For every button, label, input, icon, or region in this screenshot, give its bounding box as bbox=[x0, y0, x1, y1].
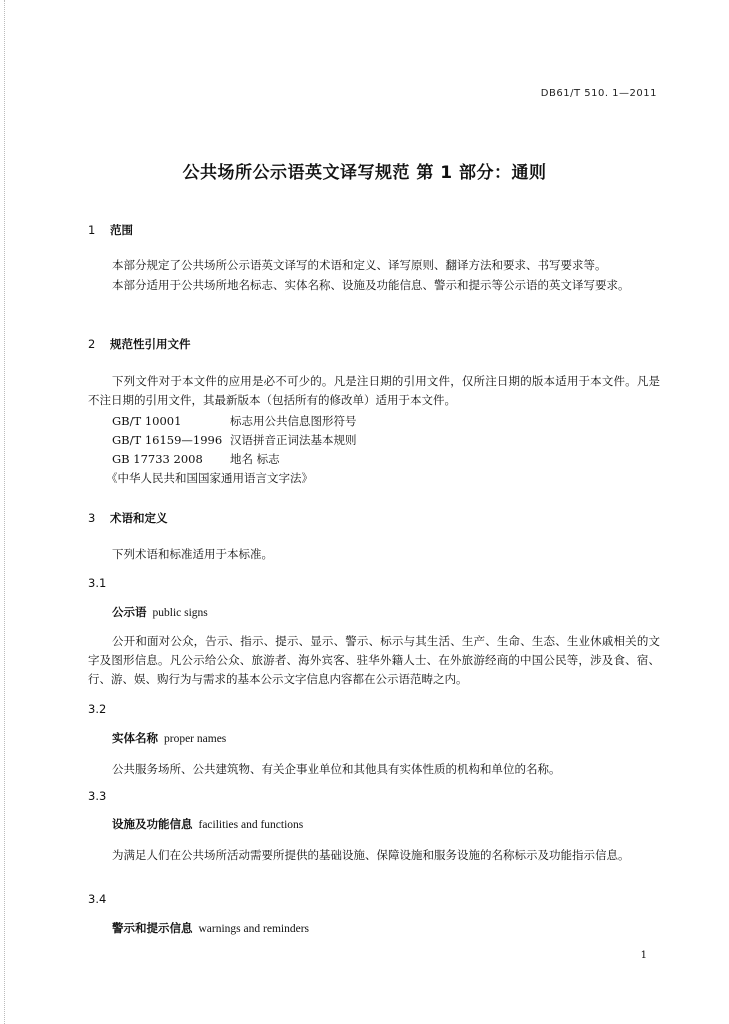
term-chinese: 实体名称 bbox=[112, 731, 158, 745]
section-number: 3 bbox=[88, 511, 96, 525]
section-number: 2 bbox=[88, 337, 96, 351]
term-entry bbox=[112, 604, 208, 620]
term-english: facilities and functions bbox=[198, 819, 304, 831]
reference-title: 地名 标志 bbox=[230, 452, 280, 466]
term-english: warnings and reminders bbox=[198, 923, 309, 935]
section-title: 术语和定义 bbox=[110, 511, 168, 525]
scan-edge bbox=[4, 0, 6, 1024]
section-number: 1 bbox=[88, 223, 96, 237]
reference-code: GB/T 16159—1996 bbox=[112, 433, 223, 447]
document-title: 公共场所公示语英文译写规范 第 1 部分：通则 bbox=[182, 163, 547, 183]
section-heading-scope bbox=[88, 222, 133, 238]
section-title: 范围 bbox=[110, 223, 133, 237]
clause-number: 3.2 bbox=[88, 702, 107, 716]
standard-code: DB61/T 510. 1—2011 bbox=[540, 88, 657, 99]
clause-number: 3.4 bbox=[88, 892, 107, 906]
term-chinese: 设施及功能信息 bbox=[112, 817, 193, 831]
section-title: 规范性引用文件 bbox=[110, 337, 191, 351]
terms-intro: 下列术语和标准适用于本标准。 bbox=[112, 547, 273, 561]
reference-law: 《中华人民共和国国家通用语言文字法》 bbox=[106, 471, 313, 485]
scope-paragraph-1: 本部分规定了公共场所公示语英文译写的术语和定义、译写原则、翻译方法和要求、书写要求等。 bbox=[112, 258, 607, 272]
reference-item bbox=[112, 412, 357, 431]
normative-references-paragraph: 下列文件对于本文件的应用是必不可少的。凡是注日期的引用文件，仅所注日期的版本适用于本文件。凡是不注日期的引用文件，其最新版本（包括所有的修改单）适用于本文件。 bbox=[88, 374, 660, 407]
section-heading-normative-references bbox=[88, 336, 191, 352]
reference-item bbox=[112, 431, 357, 450]
term-entry bbox=[112, 816, 303, 832]
term-definition: 为满足人们在公共场所活动需要所提供的基础设施、保障设施和服务设施的名称标示及功能指示信息。 bbox=[112, 848, 630, 862]
term-chinese: 公示语 bbox=[112, 605, 147, 619]
reference-code: GB 17733 2008 bbox=[112, 452, 203, 466]
reference-title: 汉语拼音正词法基本规则 bbox=[230, 433, 357, 447]
term-entry bbox=[112, 920, 309, 936]
term-definition: 公共服务场所、公共建筑物、有关企事业单位和其他具有实体性质的机构和单位的名称。 bbox=[112, 762, 561, 776]
clause-number: 3.1 bbox=[88, 576, 107, 590]
scope-paragraph-2: 本部分适用于公共场所地名标志、实体名称、设施及功能信息、警示和提示等公示语的英文译写要求。 bbox=[112, 278, 630, 292]
term-chinese: 警示和提示信息 bbox=[112, 921, 193, 935]
term-english: public signs bbox=[152, 607, 208, 619]
term-english: proper names bbox=[164, 733, 227, 745]
reference-item bbox=[112, 450, 280, 469]
reference-title: 标志用公共信息图形符号 bbox=[230, 414, 357, 428]
term-definition: 公开和面对公众，告示、指示、提示、显示、警示、标示与其生活、生产、生命、生态、生业休戚相关的文字及图形信息。凡公示给公众、旅游者、海外宾客、驻华外籍人士、在外旅游经商的中国公民等，涉及食、宿、行、游、娱、购行为与需求的基本公示文字信息内容都在公示语范畴之内。 bbox=[88, 634, 660, 686]
term-entry bbox=[112, 730, 226, 746]
section-heading-terms bbox=[88, 510, 168, 526]
page-number: 1 bbox=[640, 950, 647, 961]
clause-number: 3.3 bbox=[88, 789, 107, 803]
reference-code: GB/T 10001 bbox=[112, 414, 182, 428]
